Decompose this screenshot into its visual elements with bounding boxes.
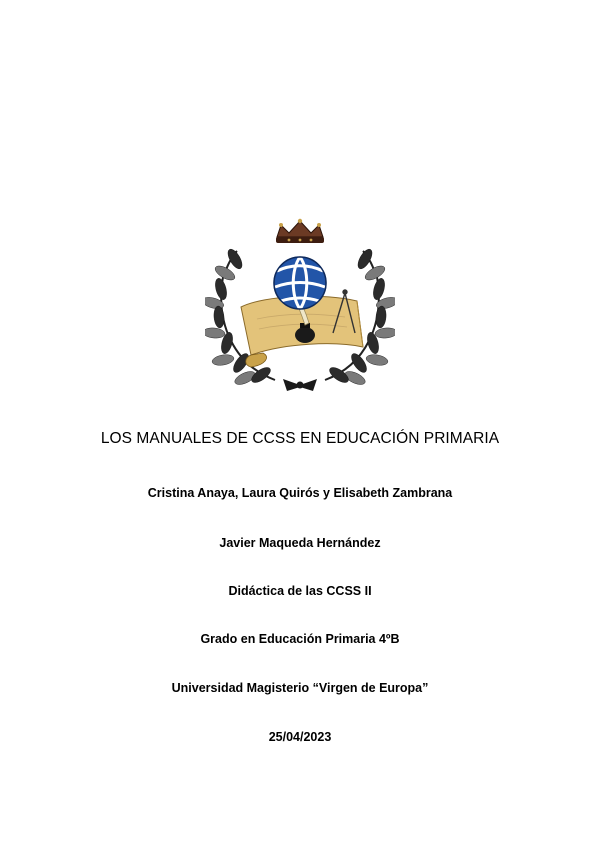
university-name: Universidad Magisterio “Virgen de Europa”: [171, 681, 429, 695]
teacher-name: Javier Maqueda Hernández: [219, 536, 381, 550]
document-title: LOS MANUALES DE CCSS EN EDUCACIÓN PRIMARIA: [100, 430, 500, 447]
crown-icon: [276, 219, 324, 243]
university-laurel-crest-icon: [205, 215, 395, 395]
globe-icon: [274, 257, 326, 309]
subject-name: Didáctica de las CCSS II: [228, 584, 372, 598]
document-date: 25/04/2023: [268, 730, 332, 744]
authors: Cristina Anaya, Laura Quirós y Elisabeth Zambrana: [147, 486, 453, 500]
ribbon-icon: [283, 379, 317, 391]
degree-name: Grado en Educación Primaria 4ºB: [200, 632, 400, 646]
